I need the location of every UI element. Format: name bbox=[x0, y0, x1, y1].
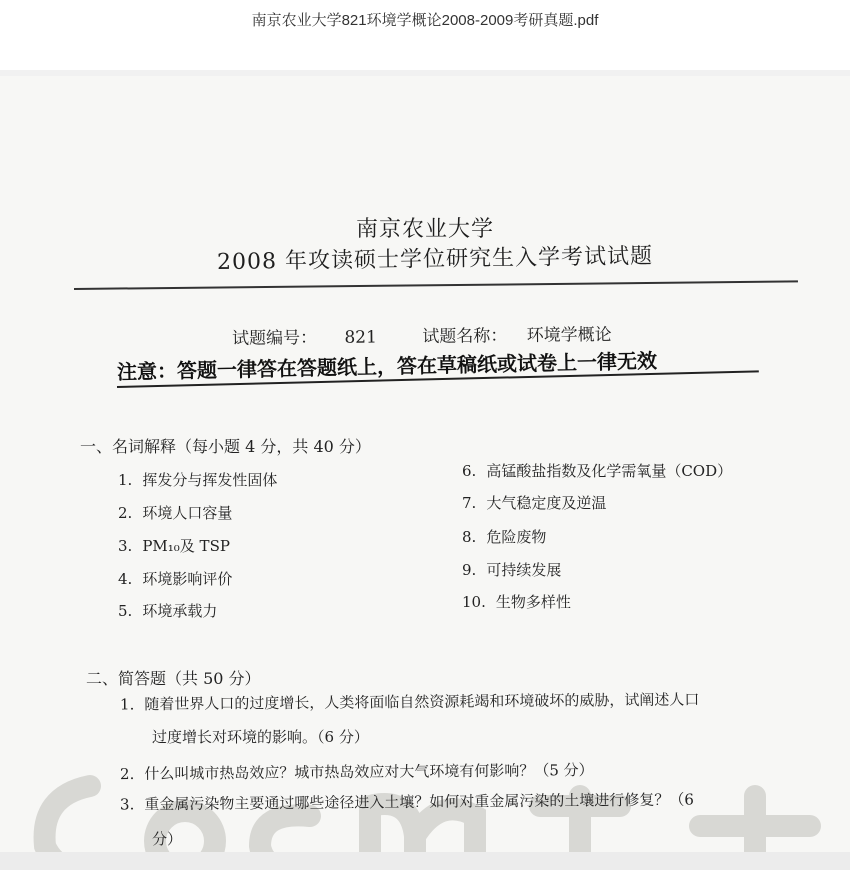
code-label: 试题编号： bbox=[231, 328, 318, 349]
term-item: 1. 挥发分与挥发性固体 bbox=[118, 471, 278, 489]
name-value: 环境学概论 bbox=[526, 325, 612, 346]
university-title: 南京农业大学 bbox=[355, 217, 494, 242]
exam-info-line bbox=[232, 320, 612, 349]
exam-notice: 注意：答题一律答在答题纸上，答在草稿纸或试卷上一律无效 bbox=[116, 348, 658, 384]
term-item: 10. 生物多样性 bbox=[462, 593, 571, 611]
file-title: 南京农业大学821环境学概论2008-2009考研真题.pdf bbox=[251, 12, 599, 29]
title-divider bbox=[74, 280, 798, 290]
term-item: 4. 环境影响评价 bbox=[118, 570, 233, 588]
term-item: 7. 大气稳定度及逆温 bbox=[462, 494, 607, 512]
question-3-continued: 分） bbox=[152, 830, 183, 848]
bottom-bar bbox=[0, 852, 850, 870]
term-item: 8. 危险废物 bbox=[462, 528, 547, 546]
section1-heading: 一、名词解释（每小题 4 分，共 40 分） bbox=[80, 437, 371, 456]
exam-title: 2008 年攻读硕士学位研究生入学考试试题 bbox=[216, 243, 654, 276]
term-item: 5. 环境承载力 bbox=[118, 602, 218, 620]
term-item: 2. 环境人口容量 bbox=[118, 504, 233, 522]
section2-heading: 二、简答题（共 50 分） bbox=[86, 669, 261, 688]
question-1: 1. 随着世界人口的过度增长，人类将面临自然资源耗竭和环境破坏的威胁，试阐述人口 bbox=[119, 690, 700, 714]
document-page bbox=[0, 76, 850, 852]
term-item: 6. 高锰酸盐指数及化学需氧量（COD） bbox=[462, 462, 733, 480]
file-header-bar bbox=[0, 0, 850, 70]
question-1-continued: 过度增长对环境的影响。（6 分） bbox=[152, 728, 369, 746]
name-label: 试题名称： bbox=[422, 326, 508, 347]
term-item: 9. 可持续发展 bbox=[462, 561, 562, 579]
question-2: 2. 什么叫城市热岛效应？城市热岛效应对大气环境有何影响？（5 分） bbox=[119, 760, 594, 784]
code-value: 821 bbox=[344, 327, 377, 348]
term-item: 3. PM₁₀及 TSP bbox=[118, 537, 230, 555]
question-3: 3. 重金属污染物主要通过哪些途径进入土壤？如何对重金属污染的土壤进行修复？（6 bbox=[119, 790, 694, 814]
